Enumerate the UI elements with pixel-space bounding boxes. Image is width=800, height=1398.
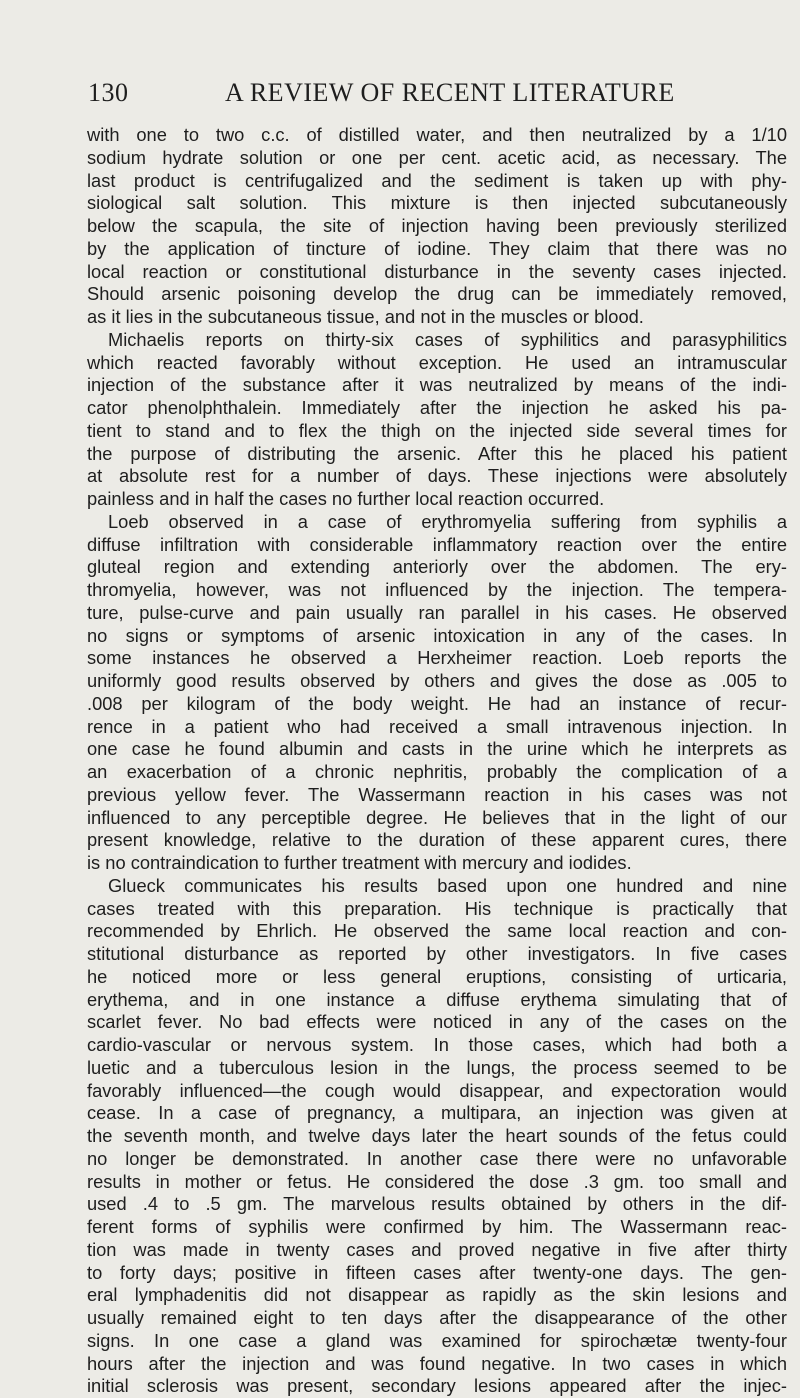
text-line: favorably influenced—the cough would disappear, and expectoration would — [87, 1079, 787, 1101]
page-number: 130 — [88, 78, 129, 107]
text-line: cease. In a case of pregnancy, a multipara, an injection was given at — [87, 1102, 787, 1124]
paragraph — [87, 124, 787, 329]
body-text — [87, 124, 787, 1398]
text-line: Michaelis reports on thirty-six cases of syphilitics and parasyphilitics — [108, 328, 787, 350]
text-line: cator phenolphthalein. Immediately after the injection he asked his pa- — [87, 397, 787, 418]
text-line: one case he found albumin and casts in the urine which he interprets as — [87, 738, 787, 760]
text-line: painless and in half the cases no further local reaction occurred. — [87, 488, 605, 509]
paragraph — [87, 329, 787, 511]
paragraph — [87, 875, 787, 1398]
text-line: local reaction or constitutional disturbance in the seventy cases injected. — [87, 260, 787, 282]
text-line: luetic and a tuberculous lesion in the lungs, the process seemed to be — [87, 1056, 787, 1078]
text-line: cardio-vascular or nervous system. In those cases, which had both a — [87, 1034, 787, 1055]
text-line: Should arsenic poisoning develop the drug can be immediately removed, — [87, 283, 787, 305]
text-line: hours after the injection and was found negative. In two cases in which — [87, 1352, 787, 1374]
paragraph — [87, 511, 787, 875]
text-line: used .4 to .5 gm. The marvelous results obtained by others in the dif- — [87, 1193, 787, 1215]
text-line: rence in a patient who had received a small intravenous injection. In — [87, 715, 787, 737]
text-line: ture, pulse-curve and pain usually ran parallel in his cases. He observed — [87, 601, 787, 623]
text-line: influenced to any perceptible degree. He believes that in the light of our — [87, 806, 787, 828]
text-line: as it lies in the subcutaneous tissue, and not in the muscles or blood. — [87, 306, 644, 327]
text-line: by the application of tincture of iodine. They claim that there was no — [87, 237, 787, 259]
text-line: scarlet fever. No bad effects were noticed in any of the cases on the — [87, 1011, 787, 1033]
text-line: previous yellow fever. The Wassermann reaction in his cases was not — [87, 783, 787, 805]
running-title: A REVIEW OF RECENT LITERATURE — [225, 78, 675, 107]
text-line: which reacted favorably without exception. He used an intramuscular — [87, 351, 787, 373]
text-line: usually remained eight to ten days after the disappearance of the other — [87, 1307, 787, 1328]
page-header — [88, 78, 788, 118]
text-line: some instances he observed a Herxheimer reaction. Loeb reports the — [87, 647, 787, 669]
text-line: he noticed more or less general eruptions, consisting of urticaria, — [87, 965, 787, 987]
text-line: thromyelia, however, was not influenced by the injection. The tempera- — [87, 579, 787, 600]
text-line: ferent forms of syphilis were confirmed by him. The Wassermann reac- — [87, 1216, 787, 1237]
text-line: signs. In one case a gland was examined for spirochætæ twenty-four — [87, 1329, 787, 1351]
text-line: diffuse infiltration with considerable inflammatory reaction over the entire — [87, 533, 787, 555]
text-line: last product is centrifugalized and the sediment is taken up with phy- — [87, 169, 787, 191]
text-line: recommended by Ehrlich. He observed the same local reaction and con- — [87, 920, 787, 942]
text-line: no longer be demonstrated. In another case there were no unfavorable — [87, 1147, 787, 1169]
text-line: .008 per kilogram of the body weight. He had an instance of recur- — [87, 692, 787, 714]
text-line: no signs or symptoms of arsenic intoxication in any of the cases. In — [87, 624, 787, 646]
text-line: eral lymphadenitis did not disappear as rapidly as the skin lesions and — [87, 1284, 787, 1306]
text-line: tient to stand and to flex the thigh on the injected side several times for — [87, 419, 787, 441]
text-line: present knowledge, relative to the duration of these apparent cures, there — [87, 829, 787, 851]
text-line: Glueck communicates his results based upon one hundred and nine — [108, 874, 787, 896]
text-line: initial sclerosis was present, secondary lesions appeared after the injec- — [87, 1375, 787, 1397]
text-line: stitutional disturbance as reported by other investigators. In five cases — [87, 943, 787, 964]
text-line: Loeb observed in a case of erythromyelia suffering from syphilis a — [108, 510, 787, 532]
text-line: to forty days; positive in fifteen cases after twenty-one days. The gen- — [87, 1261, 787, 1283]
text-line: uniformly good results observed by others and gives the dose as .005 to — [87, 670, 787, 691]
text-line: tion was made in twenty cases and proved negative in five after thirty — [87, 1238, 787, 1260]
text-line: erythema, and in one instance a diffuse erythema simulating that of — [87, 988, 787, 1010]
text-line: is no contraindication to further treatment with mercury and iodides. — [87, 852, 632, 873]
text-line: an exacerbation of a chronic nephritis, probably the complication of a — [87, 761, 787, 782]
text-line: at absolute rest for a number of days. These injections were absolutely — [87, 465, 787, 487]
text-line: sodium hydrate solution or one per cent. acetic acid, as necessary. The — [87, 146, 787, 168]
text-line: the seventh month, and twelve days later the heart sounds of the fetus could — [87, 1125, 787, 1146]
text-line: results in mother or fetus. He considered the dose .3 gm. too small and — [87, 1170, 787, 1192]
text-line: gluteal region and extending anteriorly over the abdomen. The ery- — [87, 556, 787, 578]
text-line: injection of the substance after it was neutralized by means of the indi- — [87, 374, 787, 396]
text-line: the purpose of distributing the arsenic. After this he placed his patient — [87, 442, 787, 464]
text-line: siological salt solution. This mixture is then injected subcutaneously — [87, 192, 787, 214]
text-line: with one to two c.c. of distilled water, and then neutralized by a 1/10 — [87, 124, 787, 145]
text-line: cases treated with this preparation. His technique is practically that — [87, 897, 787, 919]
text-line: below the scapula, the site of injection having been previously sterilized — [87, 215, 787, 236]
